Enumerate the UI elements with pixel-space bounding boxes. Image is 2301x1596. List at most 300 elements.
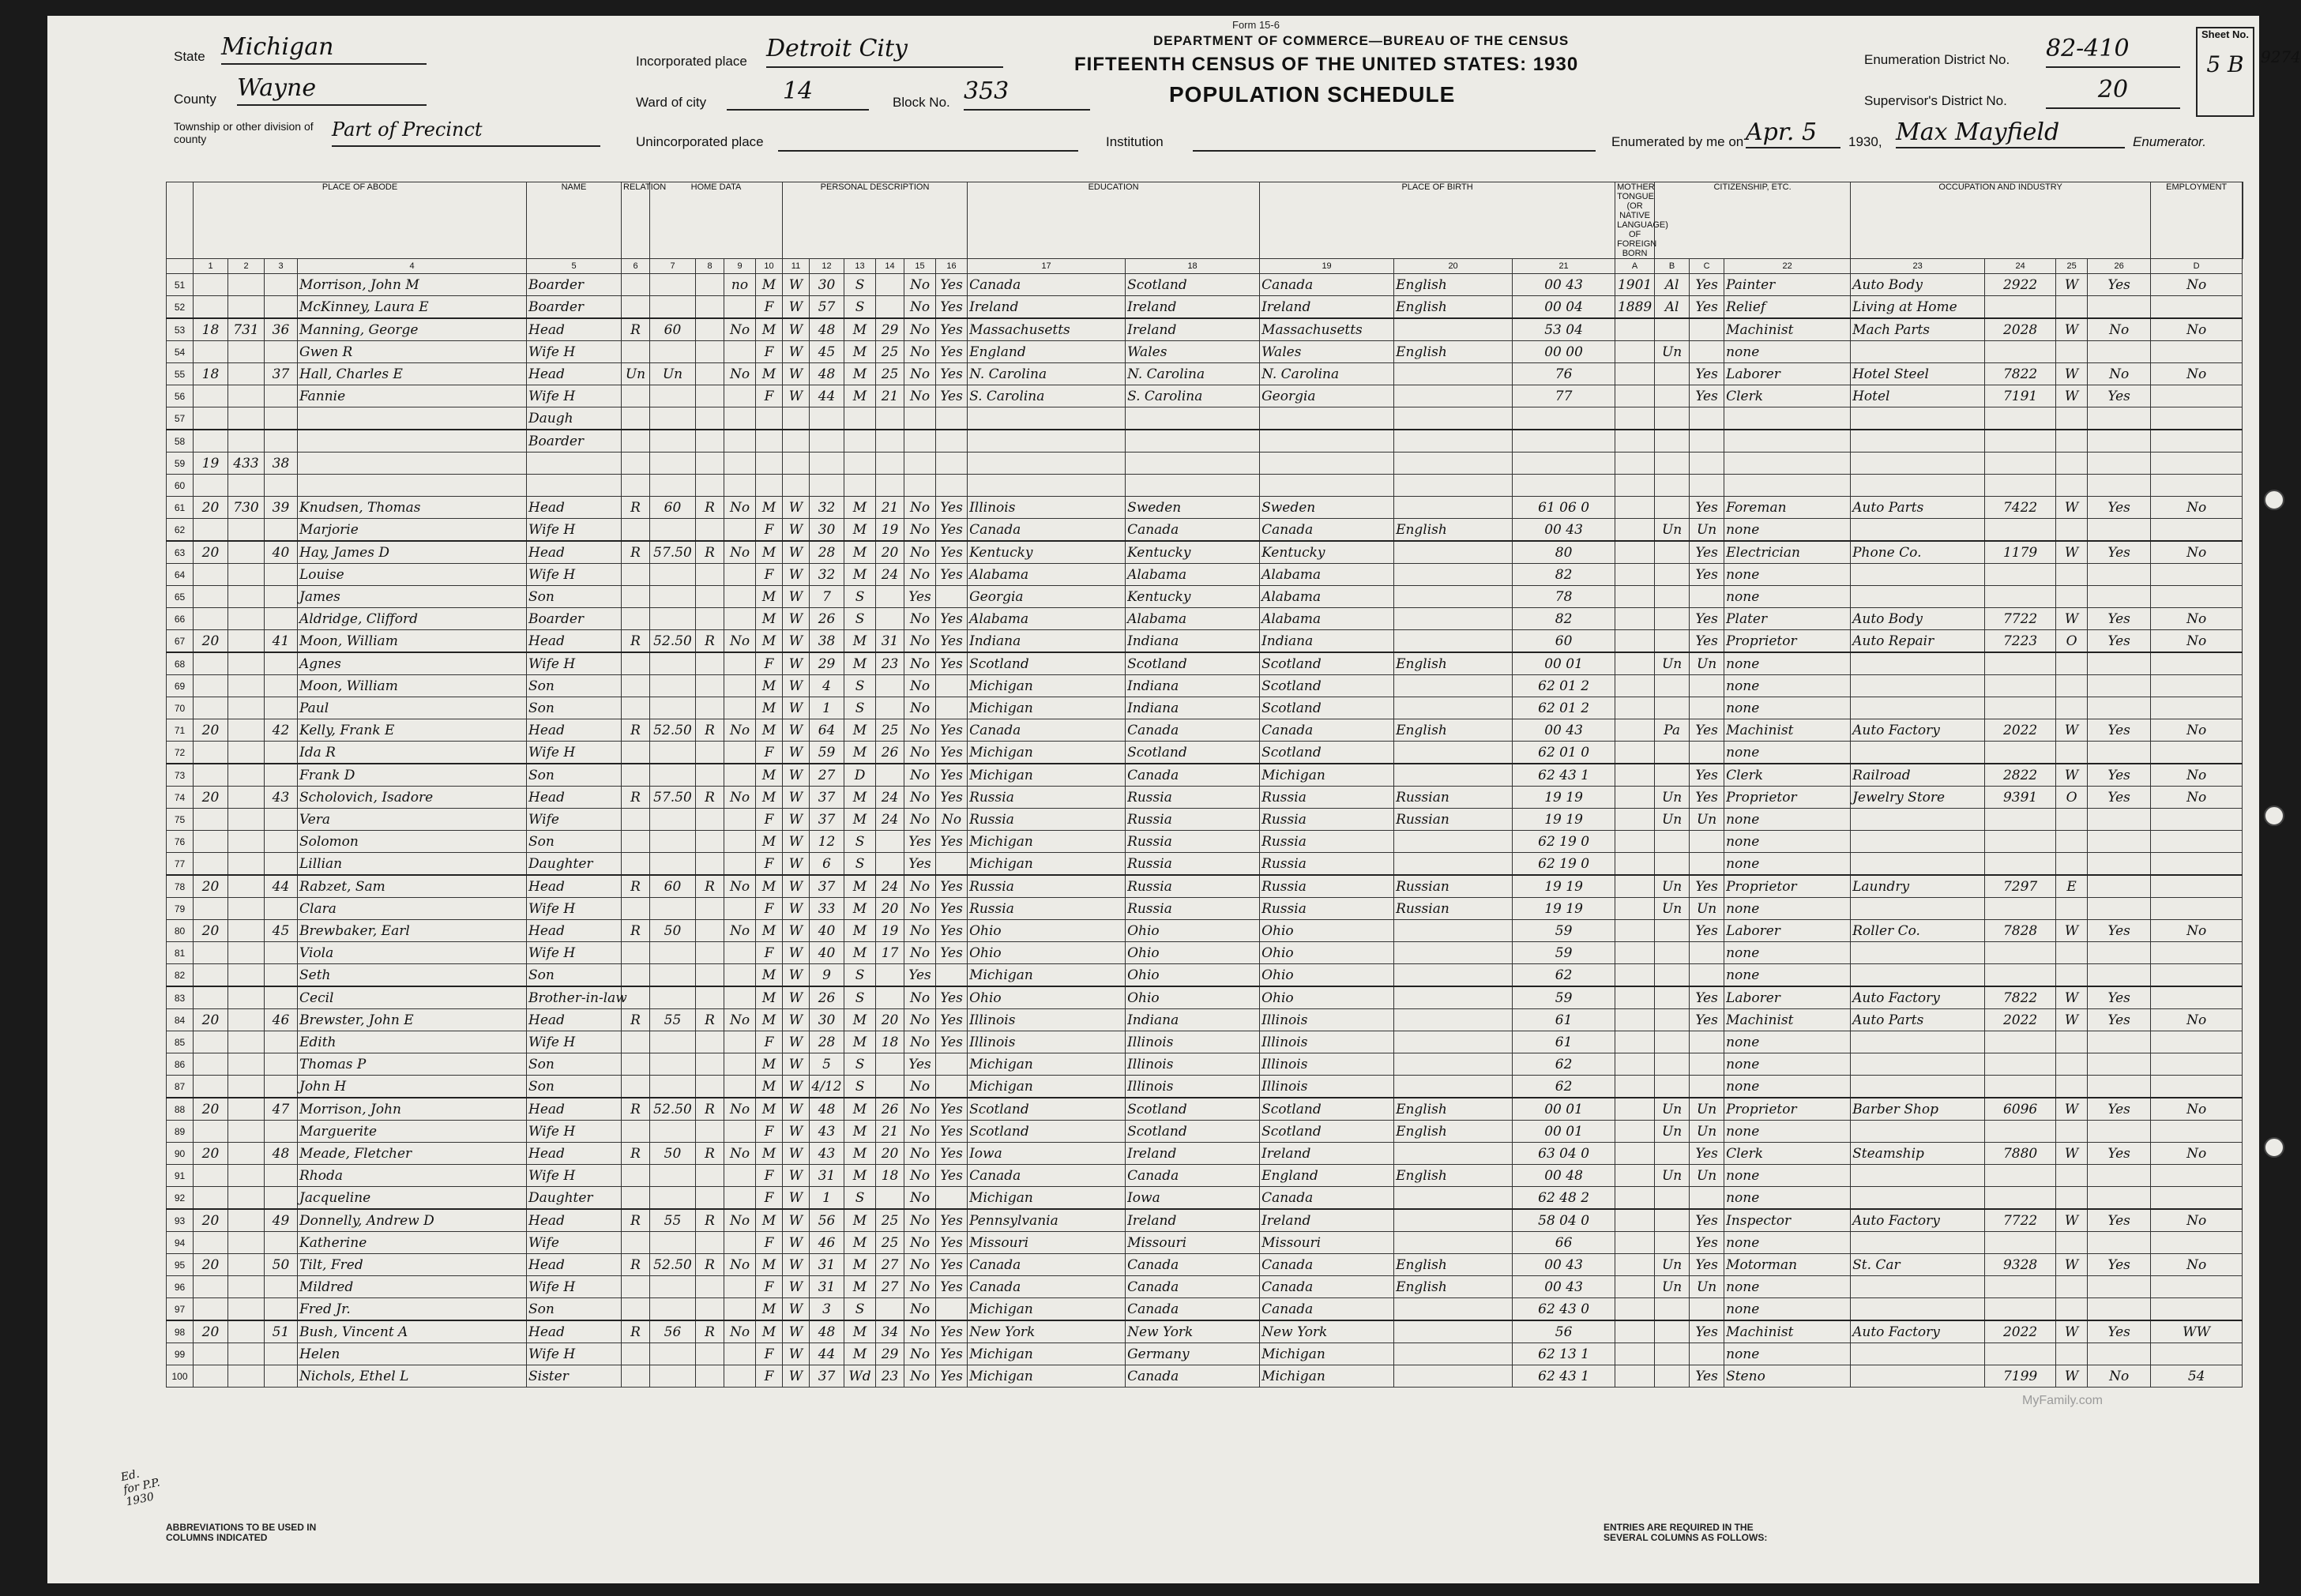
cell-oc — [1985, 519, 2056, 542]
cell-mob: Missouri — [1260, 1232, 1394, 1254]
cell-pob: N. Carolina — [968, 363, 1126, 385]
cell-read — [936, 1298, 968, 1321]
cell-ind: Jewelry Store — [1851, 787, 1985, 809]
cell-fob: Russia — [1126, 853, 1260, 876]
cell-vet — [2151, 1232, 2243, 1254]
cell-work — [2088, 853, 2151, 876]
cell-imm — [1615, 809, 1655, 831]
cell-vet: No — [2151, 1209, 2243, 1232]
cell-dw — [228, 1232, 265, 1254]
cell-race: W — [783, 1320, 810, 1343]
cell-ms: M — [844, 564, 876, 586]
cell-name: Solomon — [298, 831, 527, 853]
cell-read — [936, 964, 968, 987]
cell-sch: No — [904, 541, 936, 564]
cell-mob — [1260, 475, 1394, 497]
cell-eng: Yes — [1690, 1009, 1724, 1031]
cell-own: R — [622, 318, 650, 341]
cell-am: 19 — [876, 920, 904, 942]
cell-rel: Son — [527, 764, 622, 787]
cell-nat — [1655, 942, 1690, 964]
cell-race: W — [783, 875, 810, 898]
cell-fob: S. Carolina — [1126, 385, 1260, 407]
cell-imm — [1615, 652, 1655, 675]
cell-read: Yes — [936, 1232, 968, 1254]
cell-dw — [228, 541, 265, 564]
column-number: A — [1615, 259, 1655, 274]
cell-ln: 52 — [167, 296, 194, 319]
cell-nat — [1655, 986, 1690, 1009]
cell-ms: S — [844, 1298, 876, 1321]
cell-mob: Ohio — [1260, 986, 1394, 1009]
cell-mob: Canada — [1260, 1187, 1394, 1210]
cell-oc — [1985, 1053, 2056, 1076]
cell-work: No — [2088, 1365, 2151, 1388]
cell-eng — [1690, 407, 1724, 430]
cell-farm: No — [724, 787, 756, 809]
cell-tongue: Russian — [1394, 898, 1513, 920]
cell-name: Cecil — [298, 986, 527, 1009]
cell-pob: Iowa — [968, 1143, 1126, 1165]
cell-am — [876, 1076, 904, 1098]
cell-code: 62 13 1 — [1513, 1343, 1615, 1365]
cell-eng — [1690, 586, 1724, 608]
cell-sch: No — [904, 652, 936, 675]
cell-work — [2088, 831, 2151, 853]
cell-val — [650, 986, 696, 1009]
cell-mob: Illinois — [1260, 1009, 1394, 1031]
cell-mob: Sweden — [1260, 497, 1394, 519]
cell-mob: Georgia — [1260, 385, 1394, 407]
cell-cw: W — [2056, 385, 2088, 407]
cell-sch: No — [904, 875, 936, 898]
cell-oc: 2022 — [1985, 1320, 2056, 1343]
cell-oc: 2022 — [1985, 719, 2056, 742]
cell-vet: No — [2151, 1254, 2243, 1276]
cell-oc — [1985, 407, 2056, 430]
cell-fam — [265, 341, 298, 363]
cell-street — [194, 341, 228, 363]
column-number — [167, 259, 194, 274]
cell-rel: Head — [527, 920, 622, 942]
cell-farm — [724, 1365, 756, 1388]
cell-name: Clara — [298, 898, 527, 920]
cell-vet — [2151, 385, 2243, 407]
cell-age: 48 — [810, 1320, 844, 1343]
cell-nat — [1655, 564, 1690, 586]
cell-oc: 7828 — [1985, 920, 2056, 942]
cell-work: Yes — [2088, 1098, 2151, 1121]
cell-dw — [228, 341, 265, 363]
cell-sch — [904, 407, 936, 430]
cell-fam — [265, 1276, 298, 1298]
cell-val — [650, 853, 696, 876]
cell-val — [650, 1365, 696, 1388]
cell-street — [194, 1298, 228, 1321]
column-number: 9 — [724, 259, 756, 274]
cell-ln: 63 — [167, 541, 194, 564]
incorporated-label: Incorporated place — [636, 54, 747, 69]
cell-fob: Ohio — [1126, 920, 1260, 942]
cell-code: 62 19 0 — [1513, 831, 1615, 853]
group-header: CITIZENSHIP, ETC. — [1655, 182, 1851, 259]
cell-own: R — [622, 497, 650, 519]
column-number: 16 — [936, 259, 968, 274]
cell-nat: Un — [1655, 875, 1690, 898]
cell-ind — [1851, 742, 1985, 764]
census-row — [167, 1121, 2243, 1143]
cell-mob: Russia — [1260, 875, 1394, 898]
cell-pob: Canada — [968, 519, 1126, 542]
cell-race: W — [783, 564, 810, 586]
cell-am: 24 — [876, 787, 904, 809]
cell-farm: No — [724, 363, 756, 385]
cell-imm — [1615, 519, 1655, 542]
cell-age: 46 — [810, 1232, 844, 1254]
cell-cw: W — [2056, 1209, 2088, 1232]
cell-eng — [1690, 964, 1724, 987]
column-number: 26 — [2088, 259, 2151, 274]
cell-rel — [527, 453, 622, 475]
cell-vet: 54 — [2151, 1365, 2243, 1388]
cell-val — [650, 742, 696, 764]
cell-nat — [1655, 1143, 1690, 1165]
cell-occ: Motorman — [1724, 1254, 1851, 1276]
cell-cw — [2056, 697, 2088, 719]
cell-own — [622, 1121, 650, 1143]
cell-ind — [1851, 942, 1985, 964]
cell-ind: Auto Body — [1851, 274, 1985, 296]
cell-rel: Wife H — [527, 898, 622, 920]
cell-oc: 7199 — [1985, 1365, 2056, 1388]
cell-eng: Yes — [1690, 564, 1724, 586]
cell-ind — [1851, 1121, 1985, 1143]
cell-ind: Auto Body — [1851, 608, 1985, 630]
cell-fob: Wales — [1126, 341, 1260, 363]
cell-mob: Canada — [1260, 1276, 1394, 1298]
cell-tongue — [1394, 1031, 1513, 1053]
cell-farm — [724, 296, 756, 319]
cell-val — [650, 519, 696, 542]
cell-occ: none — [1724, 519, 1851, 542]
cell-eng: Yes — [1690, 296, 1724, 319]
cell-tongue — [1394, 1187, 1513, 1210]
cell-cw: E — [2056, 875, 2088, 898]
cell-dw — [228, 964, 265, 987]
cell-mob: Canada — [1260, 274, 1394, 296]
cell-val — [650, 898, 696, 920]
cell-name: Gwen R — [298, 341, 527, 363]
cell-fam — [265, 1053, 298, 1076]
cell-rel: Head — [527, 1209, 622, 1232]
cell-rel: Wife H — [527, 564, 622, 586]
cell-eng — [1690, 742, 1724, 764]
cell-oc — [1985, 742, 2056, 764]
cell-rel: Son — [527, 1298, 622, 1321]
cell-ms: M — [844, 719, 876, 742]
cell-nat — [1655, 475, 1690, 497]
cell-street — [194, 296, 228, 319]
cell-read: Yes — [936, 519, 968, 542]
cell-farm — [724, 1053, 756, 1076]
cell-fob: Illinois — [1126, 1031, 1260, 1053]
cell-ln: 97 — [167, 1298, 194, 1321]
cell-work: Yes — [2088, 1009, 2151, 1031]
cell-imm — [1615, 697, 1655, 719]
cell-ms: S — [844, 1053, 876, 1076]
column-number: 2 — [228, 259, 265, 274]
cell-farm — [724, 519, 756, 542]
cell-own — [622, 809, 650, 831]
cell-race: W — [783, 1254, 810, 1276]
cell-street: 20 — [194, 541, 228, 564]
cell-dw — [228, 1076, 265, 1098]
cell-sch: No — [904, 898, 936, 920]
cell-cw — [2056, 1187, 2088, 1210]
cell-own — [622, 1343, 650, 1365]
column-number: 7 — [650, 259, 696, 274]
cell-occ: none — [1724, 1031, 1851, 1053]
cell-read: Yes — [936, 787, 968, 809]
cell-code: 00 48 — [1513, 1165, 1615, 1187]
cell-tongue — [1394, 1076, 1513, 1098]
cell-ms: M — [844, 942, 876, 964]
cell-fob: New York — [1126, 1320, 1260, 1343]
cell-ms: M — [844, 1098, 876, 1121]
cell-read: Yes — [936, 1209, 968, 1232]
cell-ln: 81 — [167, 942, 194, 964]
cell-ms: M — [844, 875, 876, 898]
cell-ind: Laundry — [1851, 875, 1985, 898]
cell-pob: Georgia — [968, 586, 1126, 608]
cell-work: Yes — [2088, 497, 2151, 519]
cell-dw — [228, 1343, 265, 1365]
cell-am: 27 — [876, 1276, 904, 1298]
cell-fam — [265, 1232, 298, 1254]
cell-age: 33 — [810, 898, 844, 920]
cell-val: 60 — [650, 875, 696, 898]
cell-street: 20 — [194, 719, 228, 742]
cell-code: 78 — [1513, 586, 1615, 608]
cell-own — [622, 475, 650, 497]
cell-own: R — [622, 719, 650, 742]
cell-val — [650, 564, 696, 586]
cell-occ: none — [1724, 1121, 1851, 1143]
cell-fam: 38 — [265, 453, 298, 475]
group-header: EDUCATION — [968, 182, 1260, 259]
cell-sex: M — [756, 831, 783, 853]
cell-occ: none — [1724, 1053, 1851, 1076]
cell-rel: Head — [527, 630, 622, 653]
cell-code: 00 01 — [1513, 652, 1615, 675]
column-number: 24 — [1985, 259, 2056, 274]
cell-oc — [1985, 453, 2056, 475]
cell-sch: No — [904, 1343, 936, 1365]
column-number: 4 — [298, 259, 527, 274]
cell-radio — [696, 1121, 724, 1143]
cell-ind — [1851, 475, 1985, 497]
cell-radio — [696, 675, 724, 697]
cell-imm — [1615, 1165, 1655, 1187]
cell-farm — [724, 475, 756, 497]
cell-work — [2088, 1232, 2151, 1254]
cell-name: Seth — [298, 964, 527, 987]
cell-sch: No — [904, 1098, 936, 1121]
cell-pob: Canada — [968, 1276, 1126, 1298]
cell-mob: Michigan — [1260, 764, 1394, 787]
cell-val — [650, 586, 696, 608]
cell-read: Yes — [936, 296, 968, 319]
cell-age: 30 — [810, 1009, 844, 1031]
cell-sex: M — [756, 1143, 783, 1165]
cell-tongue: English — [1394, 652, 1513, 675]
cell-pob: Canada — [968, 1254, 1126, 1276]
cell-own: R — [622, 1009, 650, 1031]
cell-age: 43 — [810, 1121, 844, 1143]
cell-val: 52.50 — [650, 630, 696, 653]
cell-code: 76 — [1513, 363, 1615, 385]
cell-sch: No — [904, 318, 936, 341]
cell-occ: Laborer — [1724, 986, 1851, 1009]
cell-own: R — [622, 875, 650, 898]
cell-sch: No — [904, 986, 936, 1009]
cell-dw — [228, 942, 265, 964]
census-row — [167, 541, 2243, 564]
cell-fob: Ireland — [1126, 1143, 1260, 1165]
cell-am: 18 — [876, 1165, 904, 1187]
column-number: 19 — [1260, 259, 1394, 274]
cell-ln: 58 — [167, 430, 194, 453]
cell-code: 19 19 — [1513, 898, 1615, 920]
cell-race: W — [783, 764, 810, 787]
group-header: HOME DATA — [650, 182, 783, 259]
cell-work: No — [2088, 318, 2151, 341]
cell-eng: Yes — [1690, 719, 1724, 742]
cell-radio — [696, 475, 724, 497]
cell-sch: No — [904, 809, 936, 831]
cell-rel: Head — [527, 1320, 622, 1343]
cell-fam: 42 — [265, 719, 298, 742]
census-title: FIFTEENTH CENSUS OF THE UNITED STATES: 1930 — [1074, 54, 1579, 75]
cell-ms: M — [844, 497, 876, 519]
cell-street — [194, 1121, 228, 1143]
cell-imm — [1615, 853, 1655, 876]
cell-farm: No — [724, 630, 756, 653]
cell-ind — [1851, 1187, 1985, 1210]
cell-farm: No — [724, 1009, 756, 1031]
cell-rel: Wife H — [527, 1031, 622, 1053]
cell-work — [2088, 1076, 2151, 1098]
cell-street: 20 — [194, 875, 228, 898]
cell-pob: Massachusetts — [968, 318, 1126, 341]
cell-tongue — [1394, 475, 1513, 497]
cell-eng — [1690, 1298, 1724, 1321]
cell-imm — [1615, 964, 1655, 987]
cell-sch — [904, 475, 936, 497]
cell-farm — [724, 1165, 756, 1187]
cell-mob: Illinois — [1260, 1031, 1394, 1053]
column-number: 22 — [1724, 259, 1851, 274]
cell-age: 64 — [810, 719, 844, 742]
cell-rel: Head — [527, 541, 622, 564]
cell-ln: 68 — [167, 652, 194, 675]
cell-age: 32 — [810, 497, 844, 519]
cell-fob: Canada — [1126, 719, 1260, 742]
cell-pob: S. Carolina — [968, 385, 1126, 407]
cell-dw — [228, 630, 265, 653]
cell-dw — [228, 363, 265, 385]
cell-code — [1513, 453, 1615, 475]
cell-street — [194, 385, 228, 407]
cell-radio — [696, 608, 724, 630]
cell-nat: Un — [1655, 1276, 1690, 1298]
cell-occ: none — [1724, 898, 1851, 920]
cell-fob: Canada — [1126, 1276, 1260, 1298]
cell-val — [650, 697, 696, 719]
cell-rel: Daugh — [527, 407, 622, 430]
cell-sch: No — [904, 742, 936, 764]
cell-work: Yes — [2088, 719, 2151, 742]
cell-own — [622, 519, 650, 542]
cell-farm — [724, 407, 756, 430]
cell-fam — [265, 1187, 298, 1210]
cell-race: W — [783, 1009, 810, 1031]
cell-read: Yes — [936, 1254, 968, 1276]
cell-am — [876, 1053, 904, 1076]
cell-ms: S — [844, 675, 876, 697]
cell-street — [194, 942, 228, 964]
cell-nat: Al — [1655, 296, 1690, 319]
cell-work — [2088, 1053, 2151, 1076]
cell-imm — [1615, 986, 1655, 1009]
cell-vet — [2151, 853, 2243, 876]
cell-street — [194, 697, 228, 719]
cell-oc: 7297 — [1985, 875, 2056, 898]
cell-pob: Illinois — [968, 1031, 1126, 1053]
cell-ind — [1851, 1298, 1985, 1321]
cell-work — [2088, 898, 2151, 920]
cell-oc — [1985, 564, 2056, 586]
cell-fob: Indiana — [1126, 630, 1260, 653]
cell-race: W — [783, 986, 810, 1009]
cell-code: 58 04 0 — [1513, 1209, 1615, 1232]
cell-radio — [696, 296, 724, 319]
cell-work — [2088, 1276, 2151, 1298]
cell-dw — [228, 296, 265, 319]
cell-ms: S — [844, 1076, 876, 1098]
cell-oc: 7191 — [1985, 385, 2056, 407]
cell-dw — [228, 920, 265, 942]
cell-name — [298, 407, 527, 430]
cell-cw: W — [2056, 764, 2088, 787]
cell-rel: Head — [527, 1254, 622, 1276]
cell-ln: 76 — [167, 831, 194, 853]
cell-sch: Yes — [904, 831, 936, 853]
cell-occ: none — [1724, 809, 1851, 831]
cell-ln: 80 — [167, 920, 194, 942]
cell-code: 00 01 — [1513, 1121, 1615, 1143]
cell-race: W — [783, 296, 810, 319]
cell-radio — [696, 764, 724, 787]
enumerator-name: Max Mayfield — [1896, 118, 2125, 148]
cell-rel: Son — [527, 1076, 622, 1098]
cell-radio — [696, 586, 724, 608]
census-row — [167, 719, 2243, 742]
cell-work: Yes — [2088, 630, 2151, 653]
cell-name: James — [298, 586, 527, 608]
census-row — [167, 274, 2243, 296]
cell-radio — [696, 1276, 724, 1298]
